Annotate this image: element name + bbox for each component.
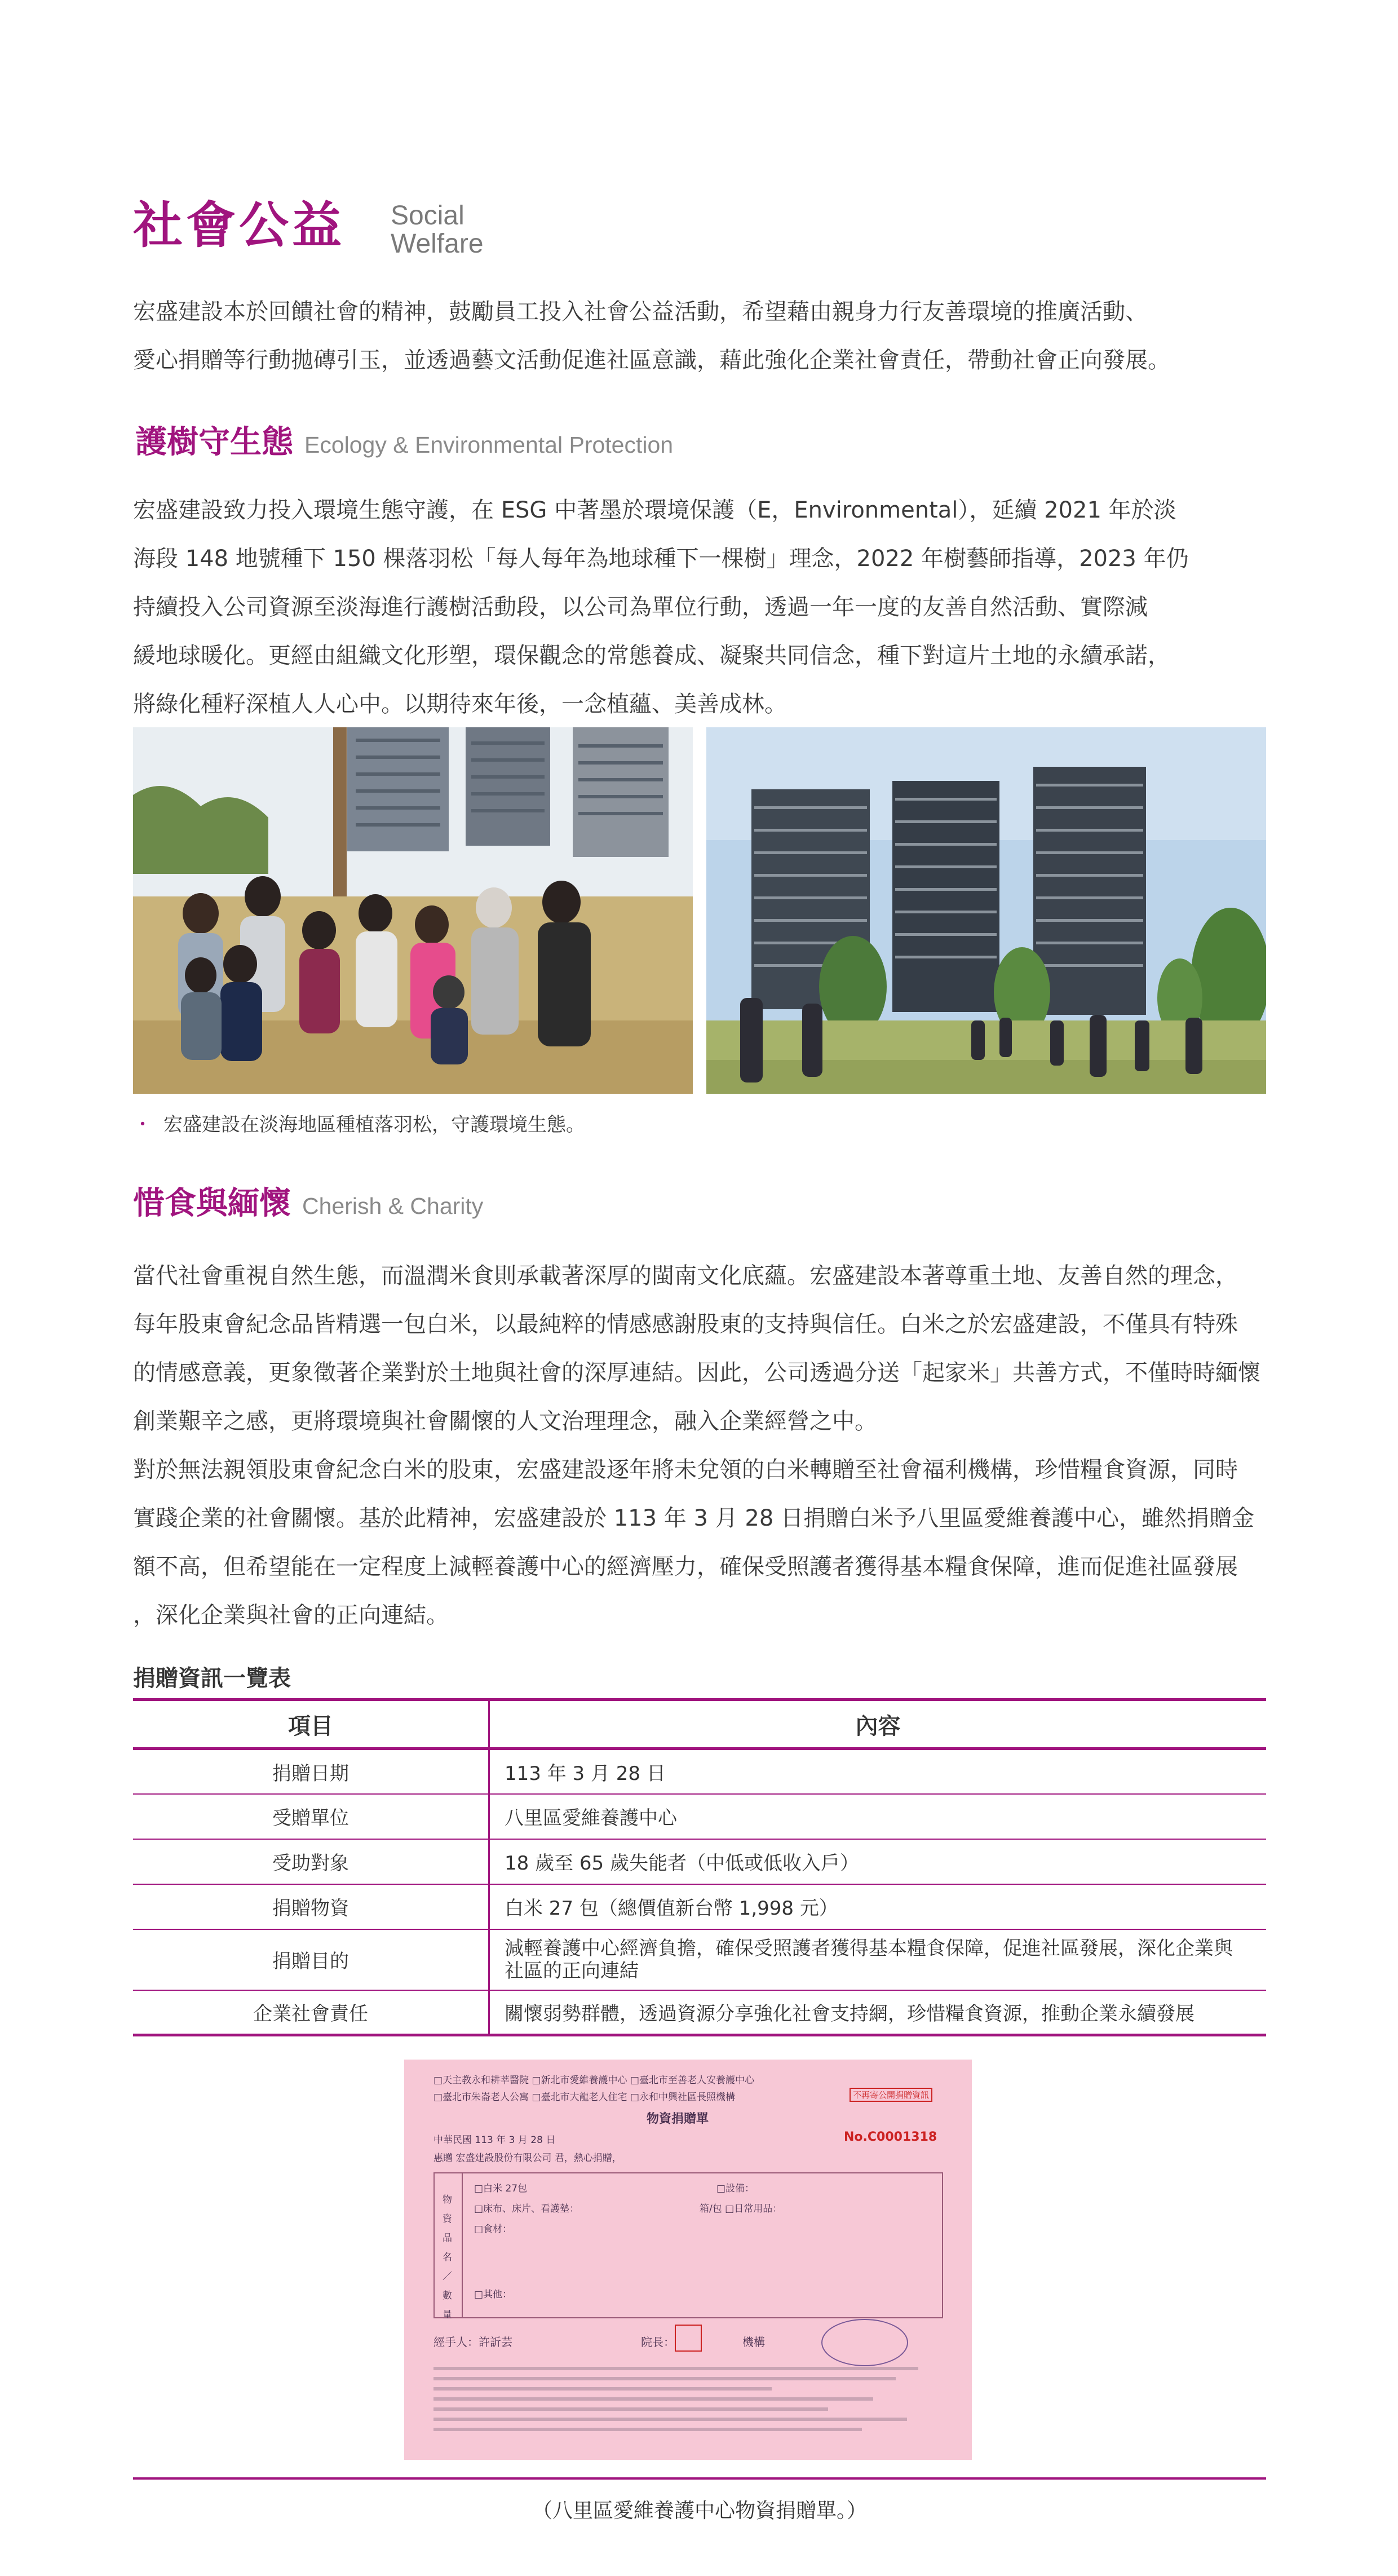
page-title-english: Social Welfare	[391, 201, 484, 259]
table-row: 捐贈目的 減輕養護中心經濟負擔，確保受照護者獲得基本糧食保障，促進社區發展，深化企業與社區的正向連結	[133, 1929, 1266, 1990]
section-title: 護樹守生態	[135, 424, 293, 461]
seal-stamp	[675, 2325, 702, 2352]
table-row: 受贈單位 八里區愛維養護中心	[133, 1794, 1266, 1839]
intro-paragraph: 宏盛建設本於回饋社會的精神，鼓勵員工投入社會公益活動，希望藉由親身力行友善環境的推廣活動、 愛心捐贈等行動拋磚引玉，並透過藝文活動促進社區意識，藉此強化企業社會責任，帶動社會正向發展。	[133, 299, 1170, 373]
ecology-paragraph: 宏盛建設致力投入環境生態守護，在 ESG 中著墨於環境保護（E，Environmental），延續 2021 年於淡 海段 148 地號種下 150 棵落羽松「每人每年為地球種下一棵樹」理念，2022 年樹藝師指導，2023 年仍 持續投入公司資源至淡海進行護樹活動段，以公司為單位行動，透過一年一度的友善自然活動、實際減 緩地球暖化。更經由組織文化形塑，環保觀念的常態養成、凝聚共同信念，種下對這片土地的永續承諾， 將綠化種籽深植人人心中。以期待來年後，一念植蘊、美善成林。	[133, 497, 1189, 717]
agency-seal	[821, 2319, 908, 2366]
section-subtitle: Ecology & Environmental Protection	[304, 432, 674, 458]
charity-paragraph: 當代社會重視自然生態，而溫潤米食則承載著深厚的閩南文化底蘊。宏盛建設本著尊重土地、友善自然的理念， 每年股東會紀念品皆精選一包白米，以最純粹的情感感謝股東的支持與信任。白米之於宏盛建設，不僅具有特殊 的情感意義，更象徵著企業對於土地與社會的深厚連結。因此，公司透過分送「起家米」共善方式，不僅時時緬懷 創業艱辛之感，更將環境與社會關懷的人文治理理念，融入企業經營之中。 對於無法親領股東會紀念白米的股東，宏盛建設逐年將未兌領的白米轉贈至社會福利機構，珍惜糧食資源，同時 實踐企業的社會關懷。基於此精神，宏盛建設於 113 年 3 月 28 日捐贈白米予八里區愛維養護中心，雖然捐贈金 額不高，但希望能在一定程度上減輕養護中心的經濟壓力，確保受照護者獲得基本糧食保障，進而促進社區發展 ，深化企業與社會的正向連結。	[133, 1263, 1260, 1628]
section-heading-ecology	[135, 424, 674, 461]
tree-planting-group-photo	[133, 727, 693, 1094]
receipt-title: 物資捐贈單	[647, 2112, 709, 2126]
donation-info-table	[133, 1698, 1266, 2036]
bottom-divider	[133, 2477, 1266, 2480]
table-row: 捐贈日期 113 年 3 月 28 日	[133, 1749, 1266, 1794]
receipt-fine-print	[433, 2367, 930, 2438]
table-row: 受助對象 18 歲至 65 歲失能者（中低或低收入戶）	[133, 1839, 1266, 1884]
section-title: 惜食與緬懷	[133, 1185, 291, 1222]
table-row: 捐贈物資 白米 27 包（總價值新台幣 1,998 元）	[133, 1884, 1266, 1929]
photo-caption: ・ 宏盛建設在淡海地區種植落羽松，守護環境生態。	[133, 1114, 585, 1136]
receipt-number: No.C0001318	[844, 2130, 937, 2144]
header-item: 項目	[133, 1700, 489, 1749]
table-header-row	[133, 1700, 1266, 1749]
section-heading-charity	[133, 1185, 484, 1222]
page-title: 社會公益	[133, 196, 346, 254]
section-subtitle: Cherish & Charity	[302, 1193, 484, 1219]
table-row: 企業社會責任 關懷弱勢群體，透過資源分享強化社會支持網，珍惜糧食資源，推動企業永續發展	[133, 1990, 1266, 2035]
table-title: 捐贈資訊一覽表	[133, 1665, 291, 1691]
receipt-caption: （八里區愛維養護中心物資捐贈單。）	[532, 2499, 867, 2522]
receipt-stamp: 不再寄公開捐贈資訊	[850, 2088, 932, 2102]
receipt-items-box: 物資品名／數量 □白米 27包 □床布、床片、看護墊： □食材： □其他： □設備： 箱/包 □日常用品：	[433, 2172, 943, 2318]
donation-receipt-image: □天主教永和耕莘醫院 □新北市愛維養護中心 □臺北市至善老人安養護中心 □臺北市朱崙老人公寓 □臺北市大龍老人住宅 □永和中興社區長照機構 不再寄公開捐贈資訊 物資捐贈單 中華民國 113 年 3 月 28 日 No.C0001318 惠贈 宏盛建設股份有限公司 君，熱心捐贈， 物資品名／數量 □白米 27包 □床布、床片、看護墊： □食材： □其他： □設備： 箱/包 □日常用品： 經手人：許訢芸 院長： 機構	[404, 2060, 972, 2460]
tree-planting-field-photo	[706, 727, 1266, 1094]
header-content: 內容	[489, 1700, 1267, 1749]
bullet-icon: ・	[133, 1114, 152, 1136]
